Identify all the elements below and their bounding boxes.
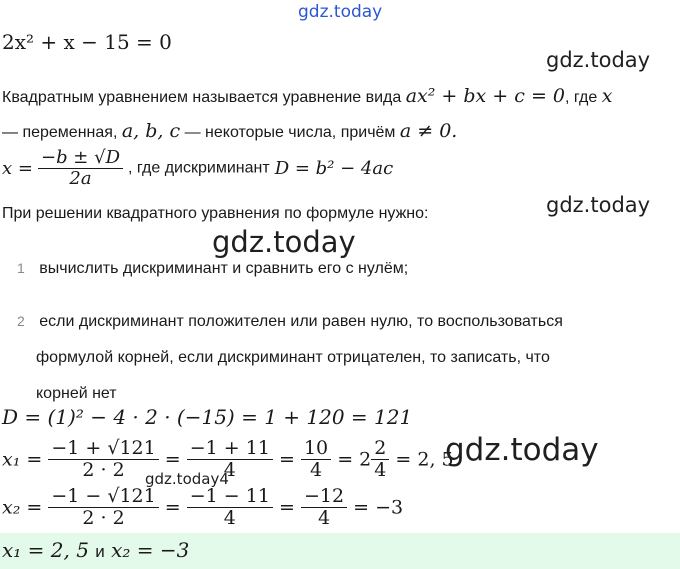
watermark-3: gdz.today — [212, 225, 356, 259]
roots-fraction-den: 2a — [69, 167, 92, 189]
x2-fraction-3-num: −12 — [301, 486, 347, 508]
step-1-number: 1 — [17, 260, 25, 276]
step-2-number: 2 — [17, 313, 25, 329]
intro-text: При решении квадратного уравнения по формуле нужно: — [2, 205, 429, 222]
x1-fraction-1 — [48, 438, 158, 481]
definition-tail: , где — [565, 89, 598, 106]
x1-mixed-num: 2 — [371, 438, 389, 460]
roots-fraction-num: −b ± √D — [38, 148, 123, 169]
x2-fraction-3-den: 4 — [317, 506, 331, 529]
x2-result: = −3 — [353, 496, 404, 519]
x1-fraction-2-num: −1 + 11 — [187, 438, 273, 460]
x1-lhs: x₁ = — [2, 448, 43, 471]
x1-fraction-3-den: 4 — [310, 458, 323, 481]
x1-mixed-den: 4 — [374, 458, 387, 481]
roots-formula — [2, 148, 393, 189]
definition-text: Квадратным уравнением называется уравнение вида — [2, 89, 402, 106]
x2-fraction-1 — [48, 486, 158, 529]
step-2-line-3: корней нет — [36, 385, 117, 402]
step-1-text: вычислить дискриминант и сравнить его с нулём; — [39, 260, 409, 277]
watermark-1: gdz.today — [546, 48, 651, 72]
x1-fraction-3 — [301, 438, 331, 481]
equation-title: 2x² + x − 15 = 0 — [2, 30, 172, 54]
x2-fraction-3 — [301, 486, 347, 529]
definition-formula: ax² + bx + c = 0 — [405, 85, 565, 107]
x2-fraction-1-num: −1 − √121 — [48, 486, 158, 508]
definition-line2-text: — переменная, — [2, 124, 118, 141]
definition-line-2 — [2, 120, 457, 142]
watermark-top: gdz.today — [298, 2, 383, 22]
watermark-2: gdz.today — [546, 193, 651, 217]
discriminant-calc: D = (1)² − 4 · 2 · (−15) = 1 + 120 = 121 — [2, 405, 413, 429]
watermark-5: gdz.today4 — [145, 470, 229, 488]
step-2 — [17, 303, 563, 412]
answer-and: и — [95, 542, 105, 561]
x2-lhs: x₂ = — [2, 496, 43, 519]
x1-result: = 2, 5 — [395, 448, 454, 471]
x2-fraction-2-den: 4 — [223, 506, 236, 529]
step-1 — [17, 260, 408, 278]
x2-fraction-1-den: 2 · 2 — [82, 506, 125, 529]
step-2-line-2: формулой корней, если дискриминант отрицателен, то записать, что — [36, 349, 550, 366]
x2-fraction-2 — [187, 486, 273, 529]
x1-eq-1: = — [164, 448, 181, 471]
x1-fraction-1-den: 2 · 2 — [82, 458, 125, 481]
x1-fraction-2-den: 4 — [223, 458, 236, 481]
x1-fraction-1-num: −1 + √121 — [48, 438, 158, 460]
watermark-4: gdz.today — [445, 432, 599, 468]
x1-fraction-3-num: 10 — [301, 438, 331, 460]
step-2-line-1: если дискриминант положителен или равен нулю, то воспользоваться — [39, 313, 563, 330]
answer-x1: x₁ = 2, 5 — [2, 538, 89, 562]
definition-vars: a, b, c — [121, 120, 181, 142]
roots-tail: , где дискриминант — [128, 159, 270, 177]
x2-calc — [2, 486, 403, 529]
x2-eq-1: = — [164, 496, 181, 519]
definition-line-1 — [2, 85, 612, 107]
x1-eq-2: = — [278, 448, 295, 471]
x1-mixed-whole: 2 — [359, 448, 372, 471]
x2-fraction-2-num: −1 − 11 — [187, 486, 273, 508]
answer-x2: x₂ = −3 — [111, 538, 190, 562]
roots-fraction — [38, 148, 123, 189]
definition-var: x — [601, 85, 613, 107]
x1-eq-3: = — [337, 448, 354, 471]
definition-condition: a ≠ 0. — [399, 120, 458, 142]
roots-x: x = — [2, 157, 33, 179]
x1-mixed-fraction — [371, 438, 389, 481]
x2-eq-2: = — [278, 496, 295, 519]
answer — [2, 538, 189, 562]
roots-discriminant: D = b² − 4ac — [274, 157, 394, 179]
definition-line2-mid: — некоторые числа, причём — [184, 124, 396, 141]
